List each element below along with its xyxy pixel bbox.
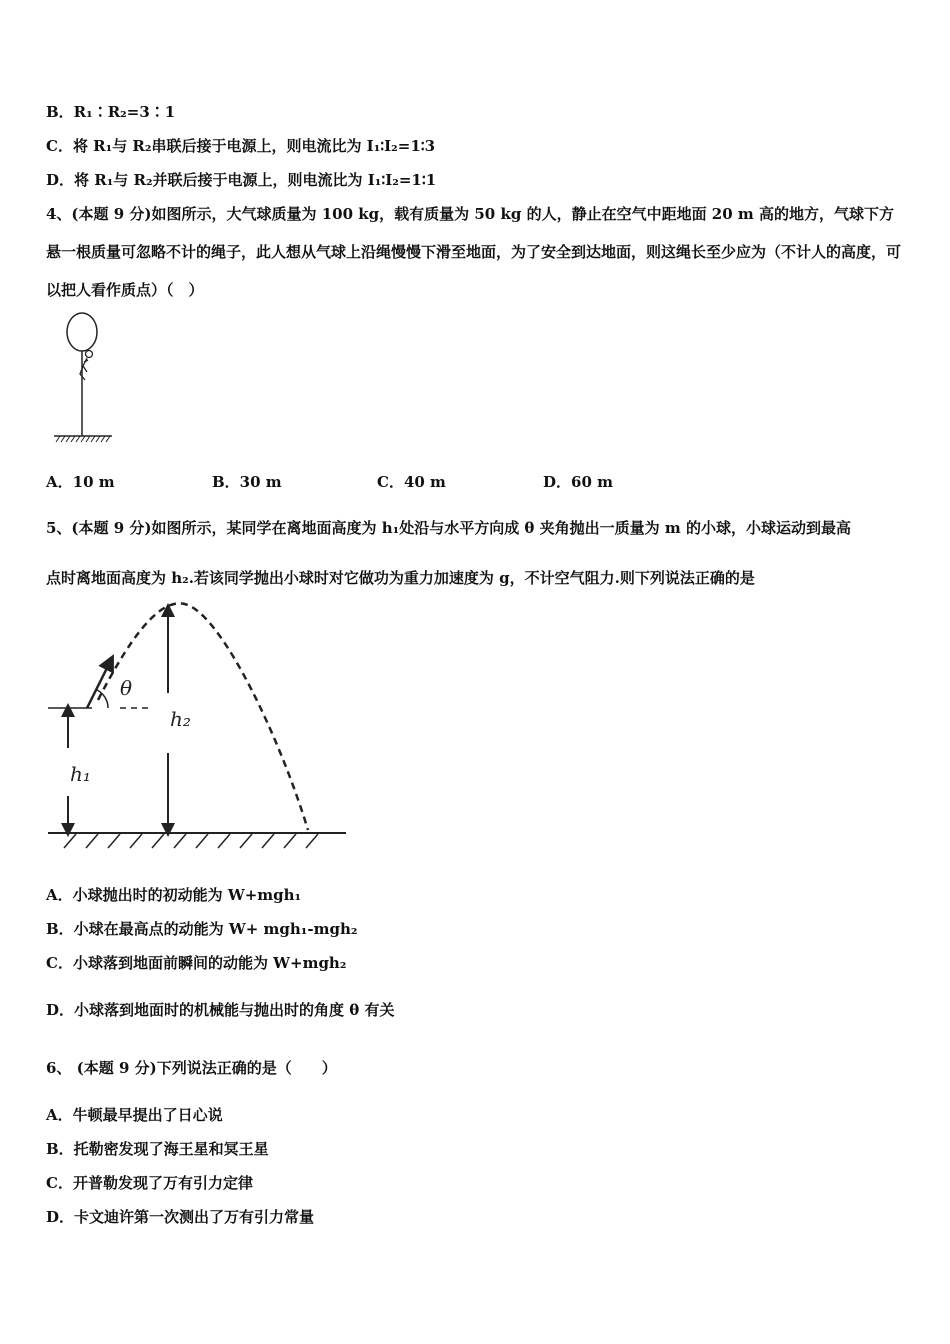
q4-option-b: B．30 m [212,473,282,491]
q5-stem-line1: 5、(本题 9 分)如图所示，某同学在离地面高度为 h₁处沿与水平方向成 θ 夹角抛出一质量为 m 的小球，小球运动到最高 [46,519,851,537]
q6-stem: 6、 (本题 9 分)下列说法正确的是（ ） [46,1059,337,1077]
ground-hatching [56,436,110,442]
ground-hatching [64,834,318,848]
q3-option-d: D．将 R₁与 R₂并联后接于电源上，则电流比为 I₁∶I₂=1∶1 [46,171,437,189]
h2-label: h₂ [170,707,191,731]
q4-options [46,471,746,493]
q3-option-c: C．将 R₁与 R₂串联后接于电源上，则电流比为 I₁∶I₂=1∶3 [46,137,436,155]
q5-stem-line2: 点时离地面高度为 h₂.若该同学抛出小球时对它做功为重力加速度为 g，不计空气阻力.则下列说法正确的是 [46,569,755,587]
theta-label: θ [120,676,133,700]
q6-option-c: C．开普勒发现了万有引力定律 [46,1174,253,1192]
q4-option-d: D．60 m [543,473,613,491]
trajectory-curve [98,603,308,830]
h1-label: h₁ [70,762,91,786]
q6-option-d: D．卡文迪许第一次测出了万有引力常量 [46,1208,315,1226]
q3-option-b: B．R₁∶R₂=3∶1 [46,103,176,121]
q6-option-a: A．牛顿最早提出了日心说 [46,1106,223,1124]
q5-option-b: B．小球在最高点的动能为 W+ mgh₁-mgh₂ [46,920,358,938]
q5-option-c: C．小球落到地面前瞬间的动能为 W+mgh₂ [46,954,347,972]
balloon-figure [50,310,120,450]
q4-option-c: C．40 m [377,473,446,491]
q5-option-d: D．小球落到地面时的机械能与抛出时的角度 θ 有关 [46,1001,395,1019]
balloon-icon [67,313,97,351]
q6-option-b: B．托勒密发现了海王星和冥王星 [46,1140,269,1158]
projectile-figure [40,598,360,858]
q5-option-a: A．小球抛出时的初动能为 W+mgh₁ [46,886,302,904]
q4-option-a: A．10 m [46,473,115,491]
q4-stem: 4、(本题 9 分)如图所示，大气球质量为 100 kg，载有质量为 50 kg 的人，静止在空气中距地面 20 m 高的地方，气球下方悬一根质量可忽略不计的绳子，此人想从气球上沿绳慢慢下滑至地面，为了安全到达地面，则这绳长至少应为（不计人的高度，可以把人看作质点）（ ） [46,205,902,299]
